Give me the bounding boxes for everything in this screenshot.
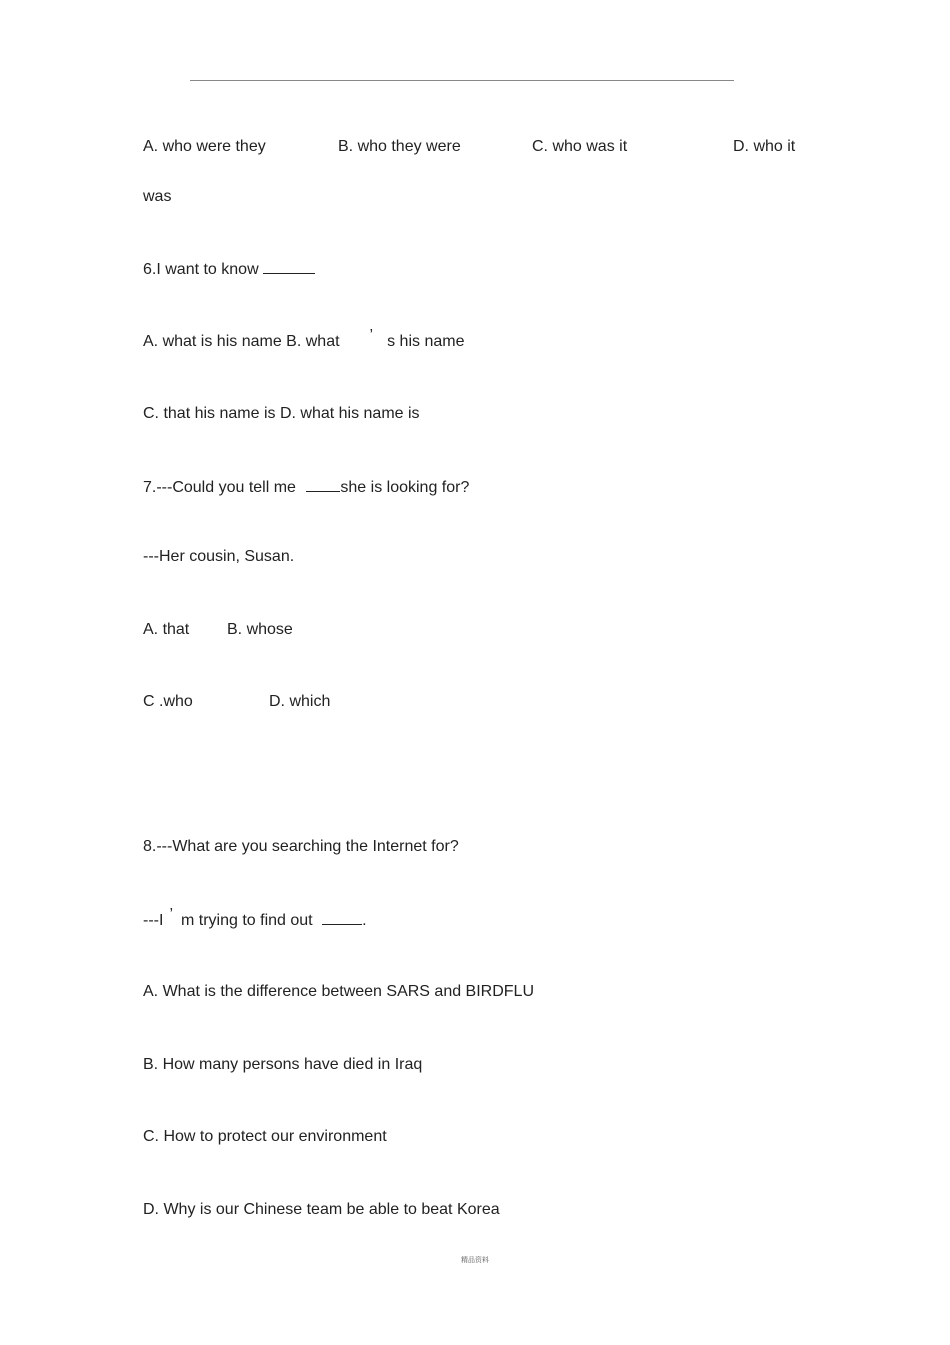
q8-blank bbox=[322, 910, 362, 925]
q7-answer: ---Her cousin, Susan. bbox=[143, 548, 295, 565]
q5-option-b: B. who they were bbox=[338, 138, 461, 155]
q6-options-ab bbox=[143, 327, 465, 352]
q8-apostrophe: ’ bbox=[169, 906, 173, 923]
q7-option-c: C .who bbox=[143, 693, 193, 710]
q8-option-d: D. Why is our Chinese team be able to beat Korea bbox=[143, 1201, 500, 1218]
q6-option-b-text: s his name bbox=[387, 333, 465, 350]
header-rule bbox=[190, 80, 734, 81]
q7-option-b: B. whose bbox=[227, 621, 293, 638]
page-footer: 精品资料 bbox=[461, 1257, 489, 1264]
q7-blank bbox=[306, 477, 340, 492]
q6-option-ab-text: A. what is his name B. what bbox=[143, 333, 340, 350]
q7-option-d: D. which bbox=[269, 693, 331, 710]
q8-option-b: B. How many persons have died in Iraq bbox=[143, 1056, 423, 1073]
q8-stem: 8.---What are you searching the Internet for? bbox=[143, 838, 459, 855]
q5-option-d-continued: was bbox=[143, 188, 172, 205]
q6-blank bbox=[263, 259, 315, 274]
q8-reply bbox=[143, 906, 367, 931]
q7-stem-before: 7.---Could you tell me bbox=[143, 479, 296, 496]
q6-options-cd: C. that his name is D. what his name is bbox=[143, 405, 420, 422]
q5-option-d: D. who it bbox=[733, 138, 796, 155]
q8-option-a: A. What is the difference between SARS and BIRDFLU bbox=[143, 983, 535, 1000]
q8-option-c: C. How to protect our environment bbox=[143, 1128, 387, 1145]
q6-apostrophe: ’ bbox=[369, 327, 374, 344]
q5-option-c: C. who was it bbox=[532, 138, 628, 155]
q7-stem bbox=[143, 477, 469, 498]
q6-stem-text: 6.I want to know bbox=[143, 261, 259, 278]
q7-stem-after: she is looking for? bbox=[340, 479, 470, 496]
q8-reply-end: . bbox=[362, 912, 367, 929]
q8-reply-before: ---I bbox=[143, 912, 164, 929]
q5-option-a: A. who were they bbox=[143, 138, 266, 155]
q8-reply-mid: m trying to find out bbox=[181, 912, 313, 929]
q6-stem bbox=[143, 259, 315, 280]
q7-option-a: A. that bbox=[143, 621, 190, 638]
